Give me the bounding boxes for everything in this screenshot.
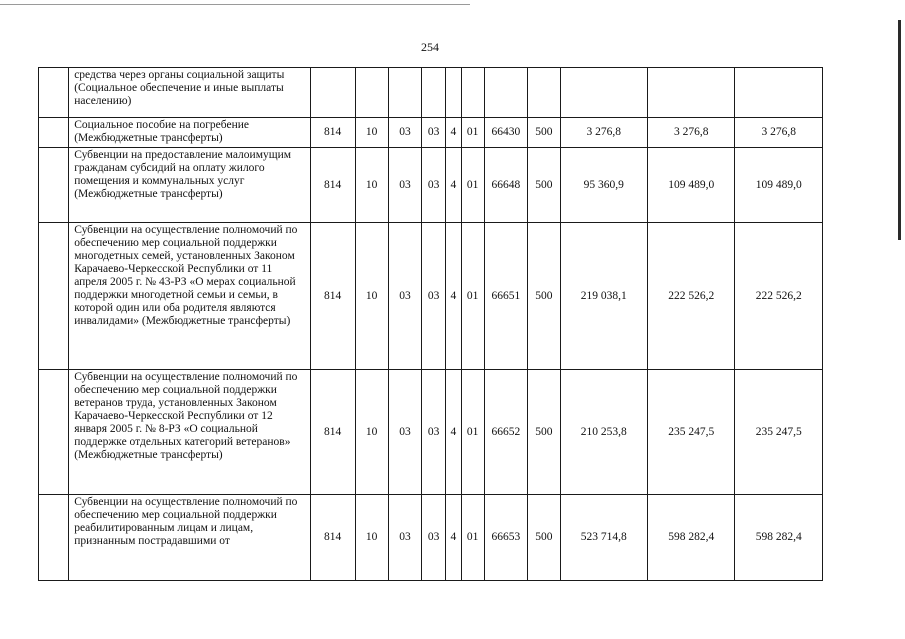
amount-year1-cell: 523 714,8 — [560, 495, 647, 581]
page-number: 254 — [421, 40, 439, 54]
item-name-cell: Субвенции на осуществление полномочий по обеспечению мер социальной поддержки реабилитированным лицам и лицам, признанным пострадавшими от — [69, 495, 311, 581]
subsection-cell: 03 — [388, 118, 421, 148]
expense-type-cell: 500 — [528, 148, 560, 223]
row-index-cell — [39, 370, 69, 495]
row-index-cell — [39, 68, 69, 118]
amount-year1-cell: 95 360,9 — [560, 148, 647, 223]
amount-year1-cell: 210 253,8 — [560, 370, 647, 495]
amount-year1-cell: 219 038,1 — [560, 223, 647, 370]
row-index-cell — [39, 495, 69, 581]
event-cell: 01 — [461, 495, 484, 581]
subprogram-cell: 4 — [446, 118, 462, 148]
event-cell: 01 — [461, 370, 484, 495]
subsection-cell: 03 — [388, 495, 421, 581]
expense-type-cell: 500 — [528, 223, 560, 370]
scan-top-rule — [0, 4, 470, 5]
direction-code-cell: 66652 — [484, 370, 528, 495]
event-cell: 01 — [461, 118, 484, 148]
row-index-cell — [39, 118, 69, 148]
ved-cell: 814 — [310, 495, 355, 581]
table-row — [39, 148, 823, 223]
subprogram-cell: 4 — [446, 370, 462, 495]
amount-year2-cell: 109 489,0 — [648, 148, 735, 223]
amount-year3-cell: 222 526,2 — [735, 223, 823, 370]
program-cell: 03 — [422, 118, 446, 148]
item-name-cell: Социальное пособие на погребение (Межбюджетные трансферты) — [69, 118, 311, 148]
item-name-cell: Субвенции на осуществление полномочий по обеспечению мер социальной поддержки многодетных семей, установленных Законом Карачаево-Черкесской Республики от 11 апреля 2005 г. № 43-РЗ «О мерах социальной поддержки многодетной семьи и семьи, в которой один или оба родителя являются инвалидами» (Межбюджетные трансферты) — [69, 223, 311, 370]
expense-type-cell: 500 — [528, 118, 560, 148]
section-cell: 10 — [355, 495, 388, 581]
amount-year3-cell — [735, 68, 823, 118]
amount-year3-cell: 3 276,8 — [735, 118, 823, 148]
amount-year3-cell: 109 489,0 — [735, 148, 823, 223]
amount-year2-cell: 598 282,4 — [648, 495, 735, 581]
subsection-cell: 03 — [388, 148, 421, 223]
amount-year3-cell: 598 282,4 — [735, 495, 823, 581]
amount-year2-cell: 235 247,5 — [648, 370, 735, 495]
subprogram-cell — [446, 68, 462, 118]
item-name-cell: средства через органы социальной защиты (Социальное обеспечение и иные выплаты населению) — [69, 68, 311, 118]
amount-year1-cell — [560, 68, 647, 118]
section-cell: 10 — [355, 370, 388, 495]
table-row — [39, 223, 823, 370]
row-index-cell — [39, 148, 69, 223]
expense-type-cell: 500 — [528, 370, 560, 495]
item-name-cell: Субвенции на предоставление малоимущим гражданам субсидий на оплату жилого помещения и коммунальных услуг (Межбюджетные трансферты) — [69, 148, 311, 223]
event-cell: 01 — [461, 223, 484, 370]
program-cell — [422, 68, 446, 118]
table-row — [39, 68, 823, 118]
subprogram-cell: 4 — [446, 148, 462, 223]
ved-cell: 814 — [310, 223, 355, 370]
amount-year2-cell: 3 276,8 — [648, 118, 735, 148]
event-cell — [461, 68, 484, 118]
expense-type-cell — [528, 68, 560, 118]
program-cell: 03 — [422, 223, 446, 370]
amount-year1-cell: 3 276,8 — [560, 118, 647, 148]
subsection-cell — [388, 68, 421, 118]
section-cell: 10 — [355, 118, 388, 148]
amount-year3-cell: 235 247,5 — [735, 370, 823, 495]
section-cell — [355, 68, 388, 118]
budget-table — [38, 67, 823, 581]
scan-edge-shadow — [898, 20, 901, 240]
direction-code-cell: 66651 — [484, 223, 528, 370]
expense-type-cell: 500 — [528, 495, 560, 581]
subprogram-cell: 4 — [446, 223, 462, 370]
amount-year2-cell: 222 526,2 — [648, 223, 735, 370]
ved-cell: 814 — [310, 148, 355, 223]
table-row — [39, 118, 823, 148]
program-cell: 03 — [422, 495, 446, 581]
subprogram-cell: 4 — [446, 495, 462, 581]
program-cell: 03 — [422, 148, 446, 223]
direction-code-cell: 66653 — [484, 495, 528, 581]
direction-code-cell: 66430 — [484, 118, 528, 148]
ved-cell: 814 — [310, 370, 355, 495]
section-cell: 10 — [355, 223, 388, 370]
item-name-cell: Субвенции на осуществление полномочий по обеспечению мер социальной поддержки ветеранов труда, установленных Законом Карачаево-Черкесской Республики от 12 января 2005 г. № 8-РЗ «О социальной поддержке отдельных категорий ветеранов» (Межбюджетные трансферты) — [69, 370, 311, 495]
row-index-cell — [39, 223, 69, 370]
ved-cell — [310, 68, 355, 118]
event-cell: 01 — [461, 148, 484, 223]
table-row — [39, 495, 823, 581]
direction-code-cell: 66648 — [484, 148, 528, 223]
program-cell: 03 — [422, 370, 446, 495]
subsection-cell: 03 — [388, 370, 421, 495]
table-row — [39, 370, 823, 495]
direction-code-cell — [484, 68, 528, 118]
section-cell: 10 — [355, 148, 388, 223]
subsection-cell: 03 — [388, 223, 421, 370]
ved-cell: 814 — [310, 118, 355, 148]
amount-year2-cell — [648, 68, 735, 118]
